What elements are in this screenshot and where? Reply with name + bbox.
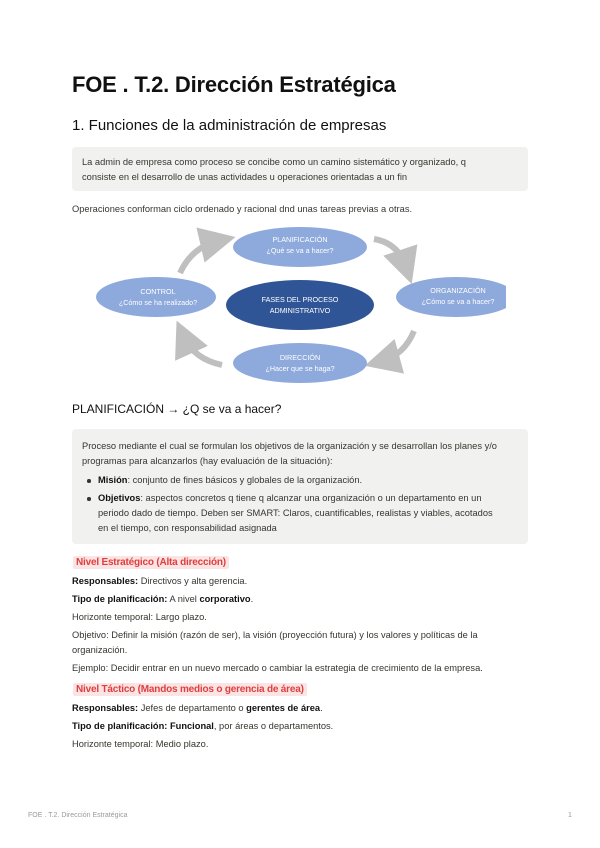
field-value: A nivel	[167, 594, 200, 604]
text-line: organización.	[72, 645, 128, 655]
phase-label: CONTROL	[140, 287, 176, 296]
strategic-level-tag: Nivel Estratégico (Alta dirección)	[73, 556, 229, 569]
cycle-arrow-icon	[374, 239, 406, 267]
footer-title: FOE . T.2. Dirección Estratégica	[28, 812, 128, 819]
tactical-tipo	[72, 719, 528, 734]
callout-line: La admin de empresa como proceso se concibe como un camino sistemático y organizado, q	[82, 157, 466, 167]
definition-callout	[72, 147, 528, 191]
field-label: Responsables:	[72, 576, 139, 586]
list-item	[98, 473, 514, 488]
page-title: FOE . T.2. Dirección Estratégica	[72, 72, 396, 97]
item-text: en el tiempo, con responsabilidad asignada	[98, 523, 277, 533]
intro-line: programas para alcanzarlos (hay evaluación de la situación):	[82, 456, 333, 466]
text-line: Objetivo: Definir la misión (razón de ser), la visión (proyección futura) y los valores y políticas de la	[72, 630, 478, 640]
tactical-level-tag: Nivel Táctico (Mandos medios o gerencia de área)	[73, 683, 307, 696]
planning-intro	[82, 439, 514, 469]
operations-paragraph: Operaciones conforman ciclo ordenado y racional dnd unas tareas previas a otras.	[72, 204, 413, 214]
item-text: periodo dado de tiempo. Deben ser SMART: Claros, cuantificables, realistas y viables, acotados	[98, 508, 493, 518]
field-value: Jefes de departamento o	[138, 703, 247, 713]
intro-line: Proceso mediante el cual se formulan los objetivos de la organización y se desarrollan los planes y/o	[82, 441, 497, 451]
tactical-horizonte: Horizonte temporal: Medio plazo.	[72, 739, 209, 749]
callout-line: consiste en el desarrollo de unas actividades u operaciones orientadas a un fin	[82, 172, 408, 182]
field-value-bold: corporativo	[199, 594, 251, 604]
planning-heading: PLANIFICACIÓN → ¿Q se va a hacer?	[72, 402, 282, 416]
phase-question: ¿Cómo se va a hacer?	[421, 297, 495, 306]
cycle-arrow-icon	[180, 241, 218, 273]
field-value-bold: gerentes de área	[246, 703, 321, 713]
item-label: Objetivos	[98, 493, 141, 503]
center-label: ADMINISTRATIVO	[269, 306, 331, 315]
item-text: : aspectos concretos q tiene q alcanzar una organización o un departamento en un	[140, 493, 482, 503]
section-heading-functions: 1. Funciones de la administración de empresas	[72, 117, 387, 134]
item-text: : conjunto de fines básicos y globales de la organización.	[127, 475, 363, 485]
center-phases	[226, 280, 374, 330]
planning-list	[82, 473, 514, 536]
phase-control	[96, 277, 216, 317]
administrative-process-diagram	[96, 225, 506, 385]
field-label: Tipo de planificación:	[72, 594, 168, 604]
field-value-bold: Funcional	[167, 721, 214, 731]
punctuation: .	[250, 594, 254, 604]
field-label: Tipo de planificación:	[72, 721, 168, 731]
strategic-objetivo	[72, 628, 528, 658]
center-label: FASES DEL PROCESO	[261, 295, 339, 304]
strategic-tipo	[72, 592, 528, 607]
field-value: , por áreas o departamentos.	[213, 721, 334, 731]
cycle-arrow-icon	[382, 331, 414, 361]
phase-question: ¿Hacer que se haga?	[265, 364, 335, 373]
field-value: Directivos y alta gerencia.	[138, 576, 248, 586]
strategic-horizonte: Horizonte temporal: Largo plazo.	[72, 612, 207, 622]
phase-direccion	[233, 343, 367, 383]
phase-question: ¿Cómo se ha realizado?	[118, 298, 198, 307]
strategic-ejemplo: Ejemplo: Decidir entrar en un nuevo mercado o cambiar la estrategia de crecimiento de la empresa.	[72, 663, 483, 673]
field-label: Responsables:	[72, 703, 139, 713]
page-number: 1	[568, 812, 572, 819]
strategic-responsables	[72, 574, 528, 589]
planning-callout	[72, 429, 528, 544]
cycle-arrow-icon	[184, 337, 222, 365]
item-label: Misión	[98, 475, 128, 485]
phase-question: ¿Qué se va a hacer?	[266, 246, 334, 255]
phase-label: ORGANIZACIÓN	[430, 286, 486, 295]
phase-label: DIRECCIÓN	[279, 353, 321, 362]
phase-label: PLANIFICACIÓN	[272, 235, 328, 244]
tactical-responsables	[72, 701, 528, 716]
list-item	[98, 491, 514, 536]
punctuation: .	[320, 703, 323, 713]
